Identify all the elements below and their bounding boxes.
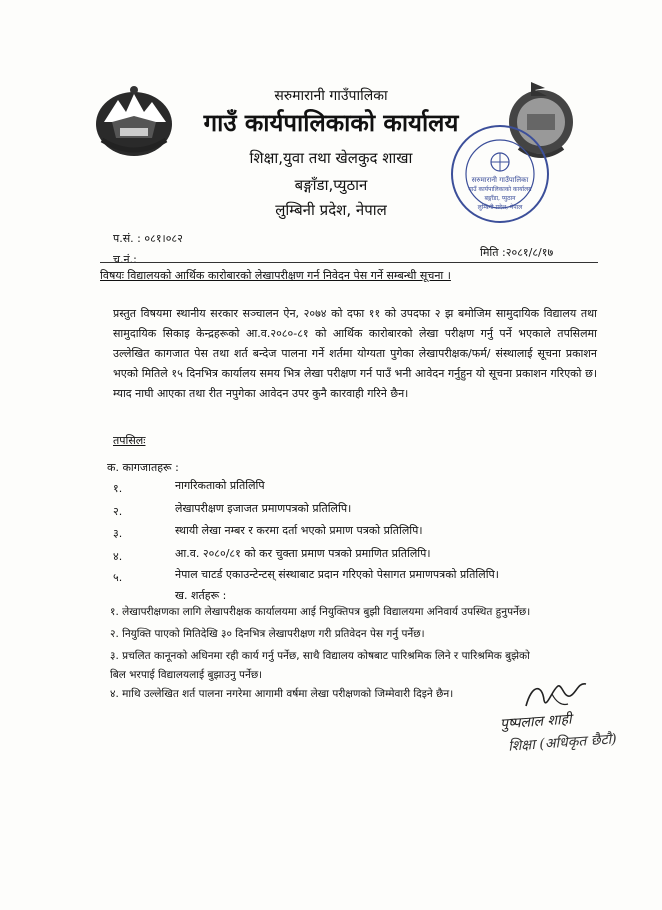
condition-line: २. नियुक्ति पाएको मितिदेखि ३० दिनभित्र लेखापरीक्षण गरी प्रतिवेदन पेस गर्नु पर्नेछ। bbox=[110, 628, 425, 640]
condition-line: १. लेखापरीक्षणका लागि लेखापरीक्षक कार्यालयमा आई नियुक्तिपत्र बुझी विद्यालयमा अनिवार्य उपस्थित हुनुपर्नेछ। bbox=[110, 606, 531, 618]
header-divider bbox=[100, 262, 598, 263]
reference-number: प.सं. : ०८१।०८२ bbox=[113, 232, 183, 245]
header-municipality: सरुमारानी गाउँपालिका bbox=[274, 88, 388, 104]
condition-line: बिल भरपाई विद्यालयलाई बुझाउनु पर्नेछ। bbox=[110, 669, 263, 681]
tapsil-label: तपसिलः bbox=[113, 434, 146, 447]
doc-item-num: ५. bbox=[113, 571, 123, 584]
doc-item-text: स्थायी लेखा नम्बर र करमा दर्ता भएको प्रमाण पत्रको प्रतिलिपि। bbox=[175, 524, 423, 537]
doc-item-text: नेपाल चाटर्ड एकाउन्टेन्टस् संस्थाबाट प्रदान गरिएको पेसागत प्रमाणपत्रको प्रतिलिपि। bbox=[175, 568, 499, 581]
header-province: लुम्बिनी प्रदेश, नेपाल bbox=[275, 201, 387, 219]
doc-item-num: ४. bbox=[113, 550, 123, 563]
header-office: गाउँ कार्यपालिकाको कार्यालय bbox=[203, 109, 459, 137]
doc-item-text: नागरिकताको प्रतिलिपि bbox=[175, 479, 265, 492]
body-paragraph: प्रस्तुत विषयमा स्थानीय सरकार सञ्चालन ऐन, २०७४ को दफा ११ को उपदफा २ झ बमोजिम सामुदायिक विद्यालय तथा सामुदायिक सिकाइ केन्द्रहरूको आ.व.२०८०-८१ को आर्थिक कारोबारको लेखा परीक्षण गर्नु पर्ने भएकाले तपसिलमा उल्लेखित कागजात पेस तथा शर्त बन्देज पालना गर्ने शर्तमा योग्यता पुगेका लेखापरीक्षक/फर्म/ संस्थालाई सूचना प्रकाशन भएको मितिले १५ दिनभित्र कार्यालय समय भित्र लेखा परीक्षण गर्न पाउँ भनी आवेदन गर्नुहुन यो सूचना प्रकाशन गरिएको छ।म्याद नाघी आएका तथा रीत नपुगेका आवेदन उपर कुनै कारवाही गरिने छैन। bbox=[113, 307, 597, 400]
signatory-title: शिक्षा (अधिकृत छैटौ) bbox=[507, 731, 618, 755]
doc-item-num: १. bbox=[113, 482, 123, 495]
office-stamp bbox=[448, 122, 552, 226]
condition-line: ३. प्रचलित कानूनको अधिनमा रही कार्य गर्नु पर्नेछ, साथै विद्यालय कोषबाट पारिश्रमिक लिने र पारिश्रमिक बुझेको bbox=[110, 650, 530, 662]
condition-line: ४. माथि उल्लेखित शर्त पालना नगरेमा आगामी वर्षमा लेखा परीक्षणको जिम्मेवारी दिइने छैन। bbox=[110, 688, 454, 700]
documents-heading: क. कागजातहरू : bbox=[107, 461, 179, 474]
letter-date: मिति :२०८१/८/१७ bbox=[480, 246, 554, 259]
dispatch-number: च.नं.: bbox=[113, 253, 137, 266]
conditions-heading: ख. शर्तहरू : bbox=[175, 589, 227, 602]
signatory-name: पुष्पलाल शाही bbox=[499, 711, 573, 733]
doc-item-text: आ.व. २०८०/८१ को कर चुक्ता प्रमाण पत्रको प्रमाणित प्रतिलिपि। bbox=[175, 547, 431, 560]
doc-item-num: २. bbox=[113, 505, 123, 518]
doc-item-num: ३. bbox=[113, 527, 123, 540]
doc-item-text: लेखापरीक्षण इजाजत प्रमाणपत्रको प्रतिलिपि। bbox=[175, 502, 352, 515]
stamp-text-3: बङ्गाँडा, प्युठान bbox=[484, 195, 516, 202]
header-section: शिक्षा,युवा तथा खेलकुद शाखा bbox=[249, 149, 413, 167]
stamp-text-1: सरुमारानी गाउँपालिका bbox=[471, 176, 529, 184]
header-address: बङ्गाँडा,प्युठान bbox=[294, 176, 368, 194]
subject-line: विषयः विद्यालयको आर्थिक कारोबारको लेखापरीक्षण गर्न निवेदन पेस गर्ने सम्बन्धी सूचना । bbox=[100, 269, 451, 282]
stamp-text-4: लुम्बिनी प्रदेश, नेपाल bbox=[477, 204, 523, 211]
stamp-text-2: गाउँ कार्यपालिकाको कार्यालय bbox=[468, 186, 532, 193]
